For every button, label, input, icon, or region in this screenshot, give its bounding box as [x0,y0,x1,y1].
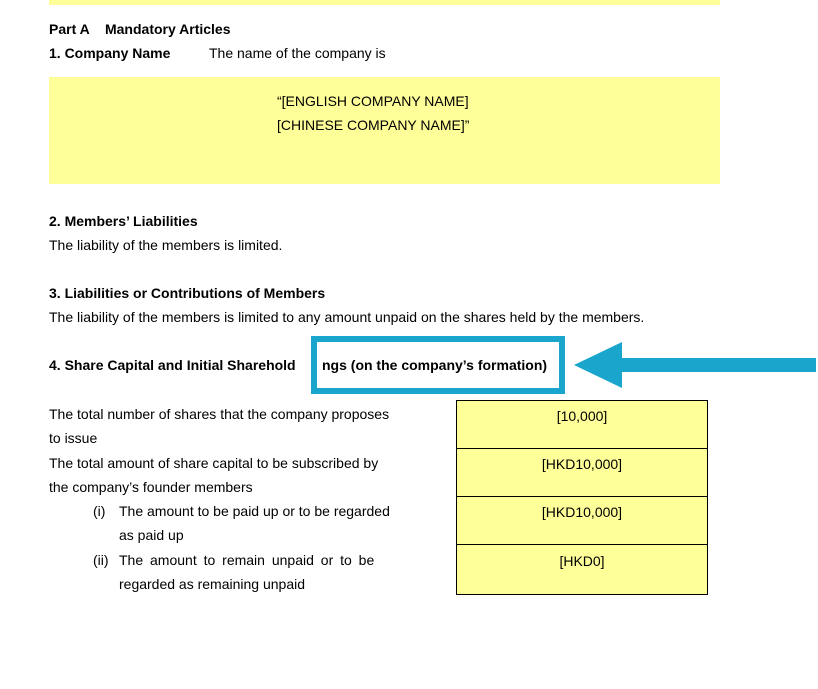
value-shares: [10,000] [556,408,608,424]
value-cell-share-capital [457,449,707,497]
arrow-left-icon [570,338,818,392]
row-1-label-line-2: to issue [49,430,98,446]
value-paid-up: [HKD10,000] [541,504,623,520]
value-cell-paid-up [457,497,707,545]
english-company-name: “[ENGLISH COMPANY NAME] [277,93,469,109]
row-1-label-line-1: The total number of shares that the company proposes [49,406,390,422]
part-a-title: Mandatory Articles [104,21,231,37]
company-name-box [49,77,720,184]
row-2-label-line-2: the company’s founder members [49,479,253,495]
top-yellow-bar [49,0,720,5]
row-3-label-line-2: as paid up [119,527,184,543]
row-3-marker: (i) [93,503,106,519]
part-a-label: Part A [49,21,90,37]
section-4-heading-right: ngs (on the company’s formation) [322,357,548,373]
section-3-text: The liability of the members is limited to any amount unpaid on the shares held by the members. [49,309,645,325]
share-capital-table [456,400,708,595]
value-share-capital: [HKD10,000] [541,456,623,472]
value-cell-unpaid [457,546,707,594]
chinese-company-name: [CHINESE COMPANY NAME]” [277,117,470,133]
section-2-heading: 2. Members’ Liabilities [49,213,198,229]
row-4-label-line-2: regarded as remaining unpaid [119,576,306,592]
value-unpaid: [HKD0] [559,553,605,569]
company-name-intro: The name of the company is [209,45,386,61]
value-cell-shares [457,401,707,449]
row-2-label-line-1: The total amount of share capital to be subscribed by [49,455,379,471]
section-4-heading-left: 4. Share Capital and Initial Sharehold [49,357,296,373]
section-3-heading: 3. Liabilities or Contributions of Members [49,285,326,301]
row-4-label-line-1: The amount to remain unpaid or to be [119,552,375,568]
row-3-label-line-1: The amount to be paid up or to be regarded [119,503,390,519]
highlight-box [311,336,565,394]
row-4-marker: (ii) [93,552,109,568]
section-2-text: The liability of the members is limited. [49,237,283,253]
section-1-heading: 1. Company Name [49,45,171,61]
part-a-heading [49,21,231,37]
